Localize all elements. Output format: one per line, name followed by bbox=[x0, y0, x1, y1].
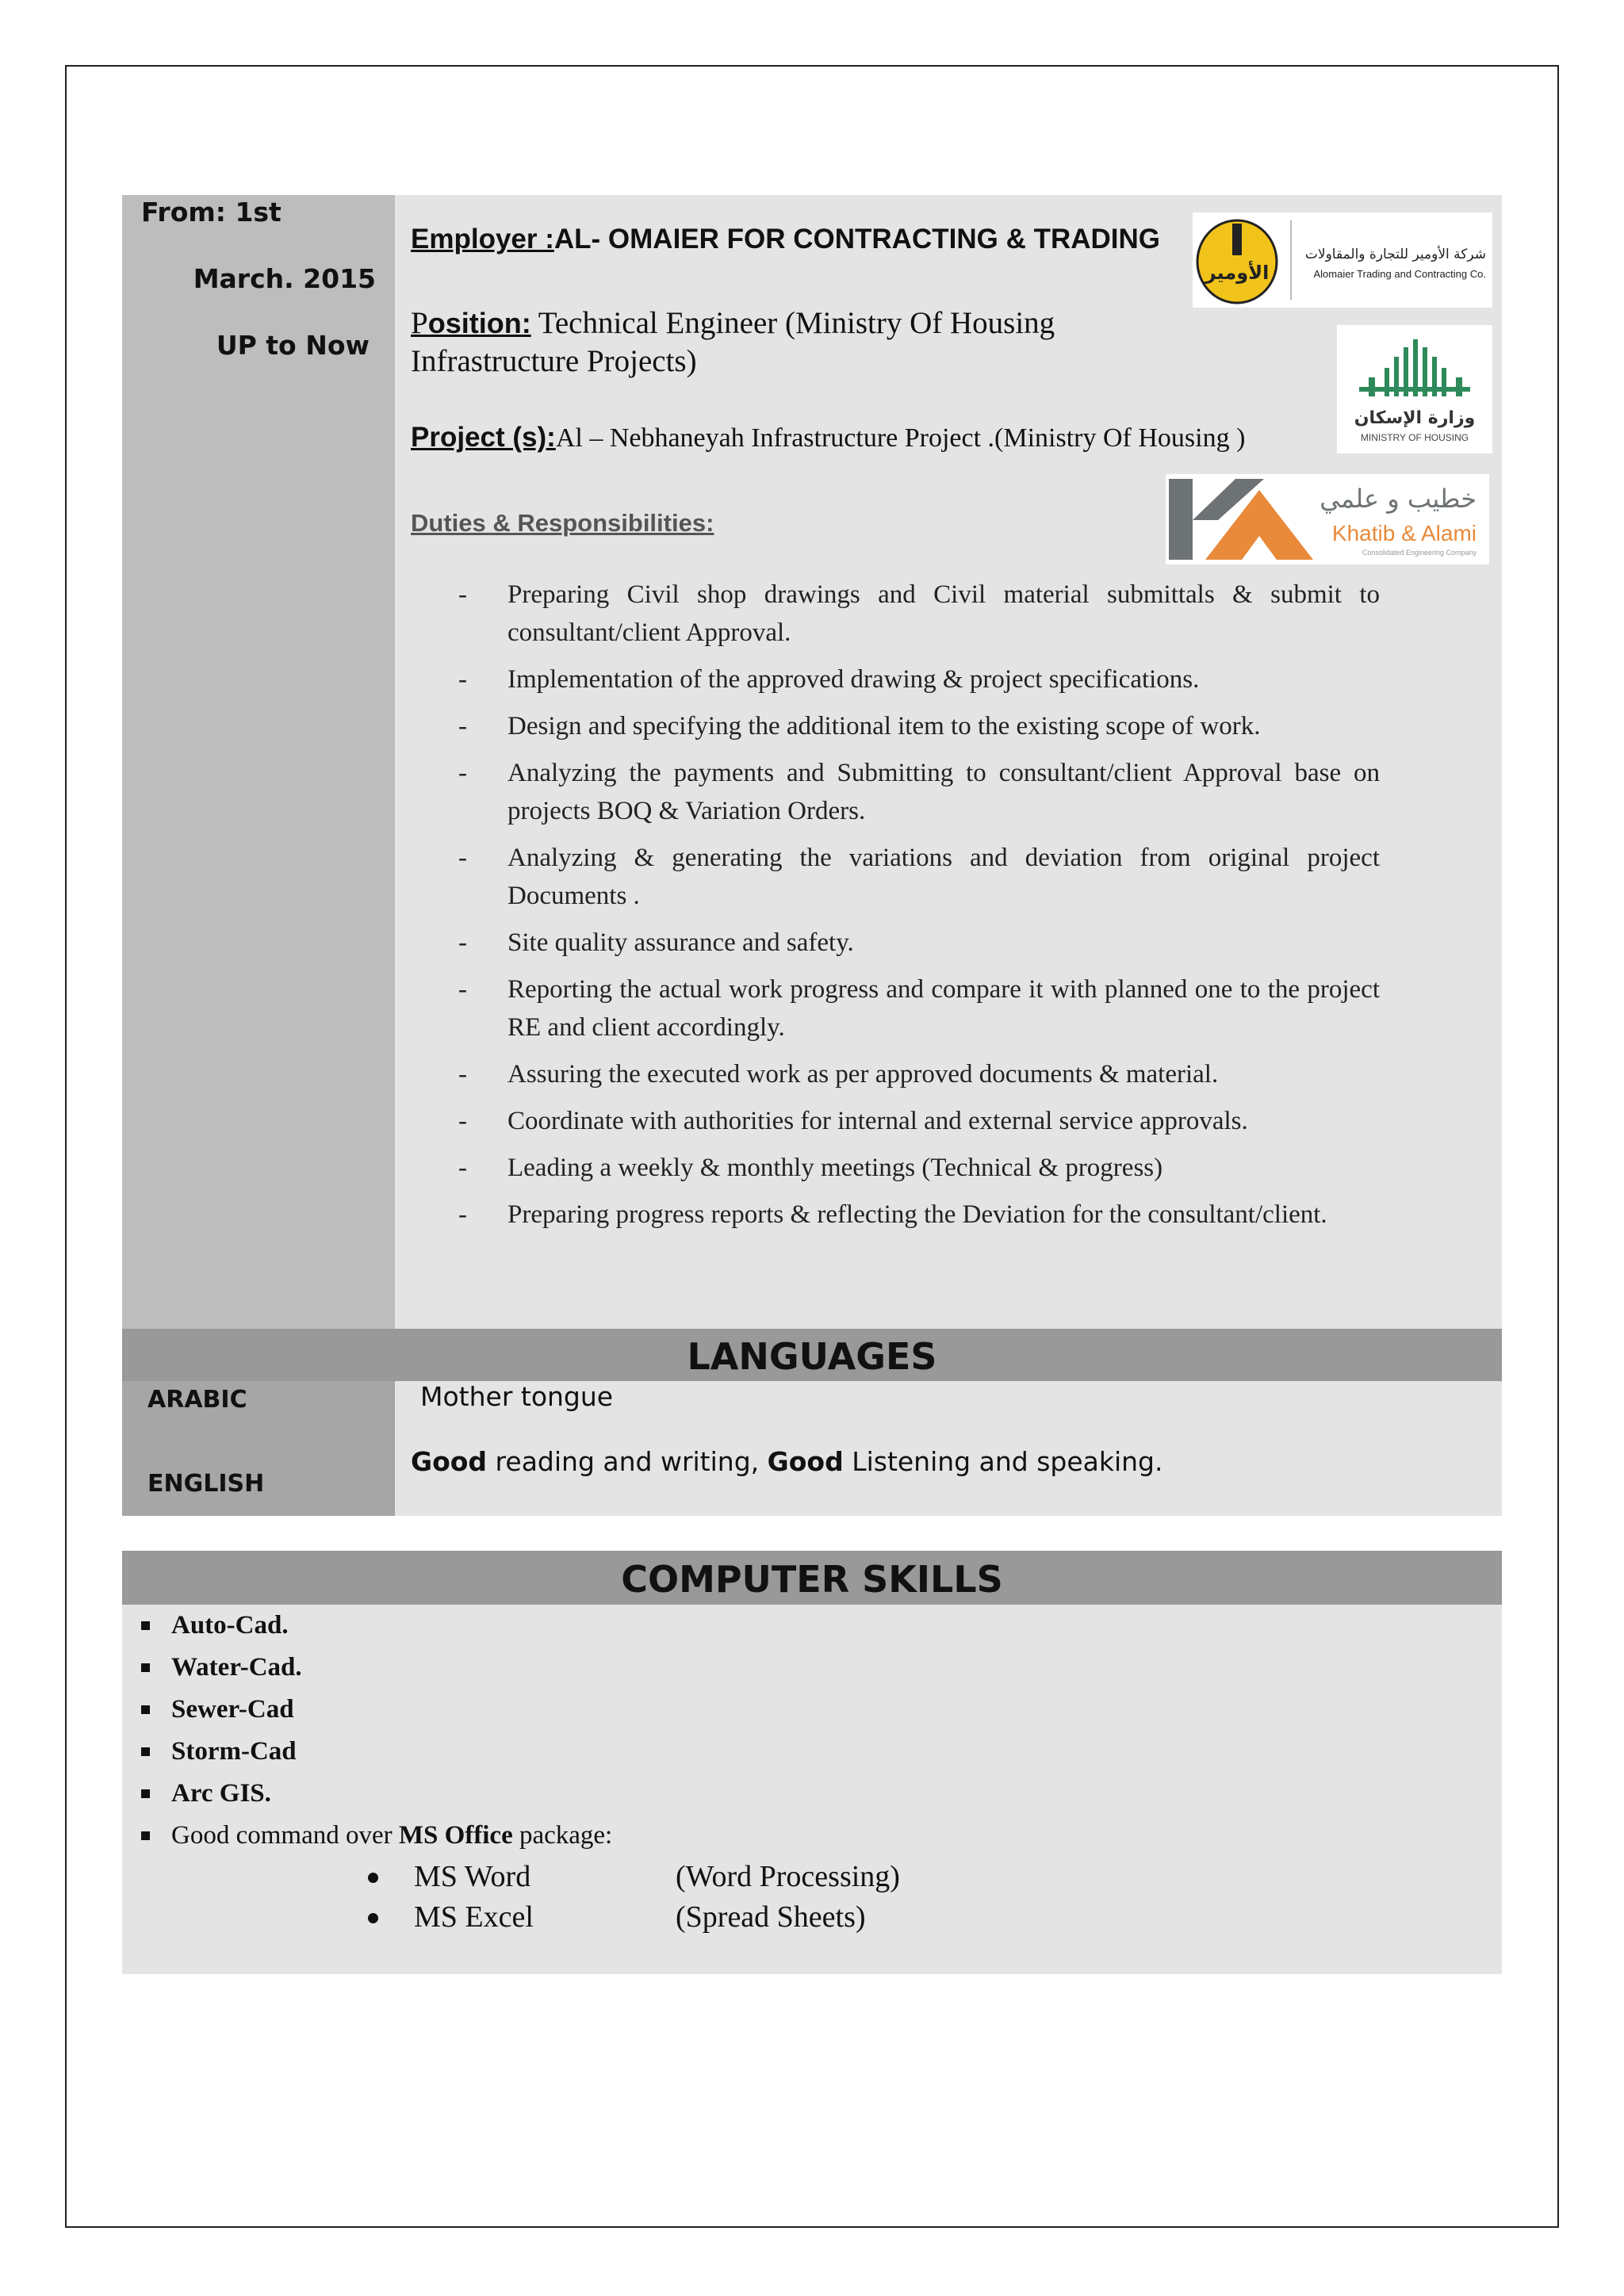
duty-item: - Site quality assurance and safety. bbox=[458, 924, 1380, 962]
khatib-alami-logo bbox=[1166, 474, 1489, 564]
date-to: UP to Now bbox=[216, 330, 370, 361]
duty-item: - Preparing progress reports & reflecting the Deviation for the consultant/client. bbox=[458, 1196, 1380, 1234]
omaier-mark: الأومير bbox=[1205, 262, 1270, 284]
position-line bbox=[411, 304, 1172, 381]
office-bold: MS Office bbox=[398, 1821, 513, 1850]
duty-item: - Coordinate with authorities for internal and external service approvals. bbox=[458, 1102, 1380, 1140]
employer-value: AL- OMAIER FOR CONTRACTING & TRADING bbox=[553, 224, 1160, 254]
duties-list bbox=[458, 576, 1380, 1242]
english-good-1: Good bbox=[411, 1446, 488, 1477]
date-from: From: 1st bbox=[141, 197, 282, 228]
ka-arabic-name: خطيب و علمي bbox=[1320, 484, 1477, 514]
moh-english-name: MINISTRY OF HOUSING bbox=[1360, 432, 1469, 443]
ministry-of-housing-logo bbox=[1337, 325, 1492, 453]
ka-english-name: Khatib & Alami bbox=[1331, 521, 1477, 545]
arabic-label: ARABIC bbox=[147, 1386, 247, 1414]
skill-item: Storm-Cad bbox=[138, 1731, 612, 1773]
duties-heading: Duties & Responsibilities: bbox=[411, 509, 714, 537]
english-level bbox=[411, 1446, 1163, 1477]
english-text-1: reading and writing, bbox=[487, 1446, 768, 1477]
skill-item-office bbox=[138, 1815, 612, 1857]
position-value: Technical Engineer (Ministry Of Housing Infrastructure Projects) bbox=[411, 306, 1055, 378]
experience-date-panel bbox=[122, 195, 395, 1329]
project-line bbox=[411, 422, 1245, 453]
office-app-description: (Word Processing) bbox=[676, 1860, 900, 1893]
employer-label: Employer : bbox=[411, 224, 554, 254]
office-apps-list bbox=[360, 1857, 900, 1938]
project-label: Project (s): bbox=[411, 422, 556, 453]
position-label: osition: bbox=[427, 307, 531, 339]
duty-item: - Assuring the executed work as per approved documents & material. bbox=[458, 1055, 1380, 1093]
duty-item: - Design and specifying the additional item to the existing scope of work. bbox=[458, 707, 1380, 745]
experience-details-panel bbox=[395, 195, 1502, 1329]
omaier-logo bbox=[1193, 212, 1492, 308]
office-app-name: MS Word bbox=[414, 1860, 531, 1893]
employer-line bbox=[411, 224, 1160, 255]
date-month: March. 2015 bbox=[193, 263, 376, 294]
moh-arabic-name: وزارة الإسكان bbox=[1354, 408, 1476, 428]
office-app-item bbox=[360, 1897, 900, 1938]
duty-item: - Analyzing the payments and Submitting to consultant/client Approval base on projects BOQ & Variation Orders. bbox=[458, 754, 1380, 830]
languages-heading: LANGUAGES bbox=[122, 1329, 1502, 1381]
omaier-arabic-name: شركة الأومير للتجارة والمقاولات bbox=[1304, 247, 1486, 262]
english-good-2: Good bbox=[767, 1446, 844, 1477]
duty-item: - Analyzing & generating the variations and deviation from original project Documents . bbox=[458, 839, 1380, 915]
duty-item: - Implementation of the approved drawing & project specifications. bbox=[458, 660, 1380, 698]
office-prefix: Good command over bbox=[171, 1821, 399, 1850]
ka-subtitle: Consolidated Engineering Company bbox=[1362, 549, 1477, 557]
omaier-english-name: Alomaier Trading and Contracting Co. bbox=[1313, 268, 1486, 280]
duty-item: - Leading a weekly & monthly meetings (Technical & progress) bbox=[458, 1149, 1380, 1187]
languages-label-panel bbox=[122, 1381, 395, 1516]
office-suffix: package: bbox=[512, 1821, 613, 1850]
project-value: Al – Nebhaneyah Infrastructure Project .(Ministry Of Housing ) bbox=[555, 423, 1246, 453]
english-text-2: Listening and speaking. bbox=[843, 1446, 1163, 1477]
languages-value-panel bbox=[395, 1381, 1502, 1516]
skills-list bbox=[138, 1605, 612, 1857]
office-app-name: MS Excel bbox=[414, 1900, 534, 1934]
duty-item: - Reporting the actual work progress and compare it with planned one to the project RE and client accordingly. bbox=[458, 970, 1380, 1047]
computer-skills-panel bbox=[122, 1605, 1502, 1974]
duty-item: - Preparing Civil shop drawings and Civil material submittals & submit to consultant/client Approval. bbox=[458, 576, 1380, 652]
position-label-initial: P bbox=[411, 306, 428, 340]
skill-item: Sewer-Cad bbox=[138, 1689, 612, 1731]
computer-skills-heading: COMPUTER SKILLS bbox=[122, 1551, 1502, 1605]
office-app-item bbox=[360, 1857, 900, 1897]
office-app-description: (Spread Sheets) bbox=[676, 1900, 866, 1934]
skill-item: Arc GIS. bbox=[138, 1773, 612, 1815]
english-label: ENGLISH bbox=[147, 1470, 265, 1498]
skill-item: Water-Cad. bbox=[138, 1647, 612, 1689]
arabic-level: Mother tongue bbox=[420, 1381, 614, 1412]
skill-item: Auto-Cad. bbox=[138, 1605, 612, 1647]
